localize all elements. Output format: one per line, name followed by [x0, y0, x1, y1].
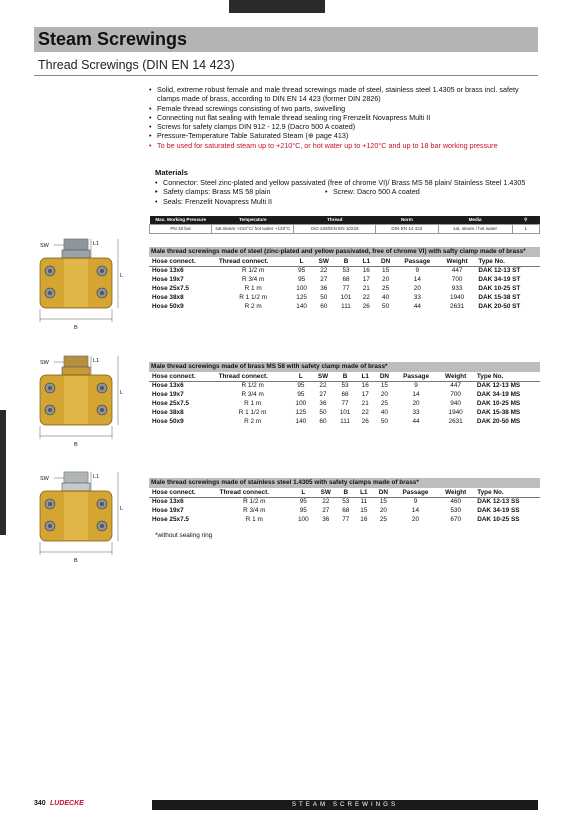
- table-cell: 22: [322, 498, 330, 506]
- column-header: Hose connect.: [149, 488, 217, 497]
- l1-label: L1: [93, 358, 100, 364]
- table-cell: R 1 1/2 m: [238, 409, 267, 416]
- table-cell: 22: [362, 294, 370, 301]
- table-cell: 77: [341, 400, 349, 407]
- b-label: B: [74, 558, 78, 564]
- page-number: 340: [34, 800, 46, 807]
- table-caption: Male thread screwings made of brass MS 58 with safety clamp made of brass*: [149, 362, 540, 372]
- table-row: [149, 417, 540, 426]
- table-cell: 940: [450, 400, 461, 407]
- column-header: Hose connect.: [149, 372, 216, 381]
- table-cell: 50: [320, 294, 328, 301]
- column-header: Passage: [394, 488, 437, 497]
- intro-item: • Pressure-Temperature Table Saturated Steam (⊕ page 413): [149, 131, 541, 140]
- screw-socket-shape: [100, 269, 104, 273]
- table-cell: Hose 13x6: [152, 382, 184, 390]
- hex-nut-shape: [62, 250, 90, 258]
- column-header: DN: [373, 488, 394, 497]
- table-cell: 447: [450, 382, 461, 390]
- screw-socket-shape: [100, 502, 104, 506]
- table-cell: 100: [297, 516, 309, 523]
- screw-socket-shape: [48, 269, 52, 273]
- hex-nut-shape: [62, 483, 90, 491]
- table-cell: 60: [319, 418, 327, 425]
- table-cell: 2631: [450, 303, 465, 310]
- screw-socket-shape: [48, 408, 52, 412]
- spec-header: Norm: [376, 216, 438, 224]
- table-caption: Male thread screwings made of steel (zinc-plated and yellow passivated, free of chrome VI) with safty clamp made of brass*: [149, 247, 540, 257]
- intro-item: • Female thread screwings consisting of two parts, swivelling: [149, 104, 541, 113]
- table-cell: 20: [413, 285, 421, 292]
- column-header: Thread connect.: [216, 372, 290, 381]
- table-cell: 15: [382, 267, 390, 275]
- table-cell: 140: [296, 303, 307, 310]
- table-cell: Hose 13x6: [152, 267, 184, 275]
- table-cell: 77: [342, 516, 350, 523]
- table-cell: 100: [296, 285, 307, 292]
- column-header: DN: [374, 372, 394, 381]
- column-header: L: [292, 488, 315, 497]
- table-cell: DAK 34-19 ST: [478, 276, 521, 283]
- table-cell: Hose 50x9: [152, 418, 184, 425]
- table-cell: Hose 19x7: [152, 391, 184, 398]
- table-cell: 101: [340, 294, 352, 301]
- table-cell: 14: [411, 507, 420, 514]
- table-cell: 27: [322, 507, 330, 514]
- table-caption: Male thread screwings made of stainless steel 1.4305 with safety clamps made of brass*: [149, 478, 540, 488]
- steel-screwing-drawing: [34, 233, 130, 333]
- spec-cell: sat. steam / hot water: [438, 224, 512, 233]
- table-row: [149, 284, 540, 293]
- table-row: [149, 381, 540, 390]
- table-cell: 15: [380, 382, 388, 390]
- table-cell: DAK 10-25 MS: [476, 400, 521, 407]
- material-seals: • Seals: Frenzelit Novapress Multi II: [155, 197, 540, 206]
- material-row: [155, 187, 540, 196]
- table-cell: 9: [413, 498, 418, 506]
- table-cell: R 1 m: [244, 285, 262, 292]
- b-label: B: [74, 325, 78, 331]
- table-cell: 40: [382, 294, 390, 301]
- table-cell: 16: [360, 516, 368, 523]
- table-cell: Hose 19x7: [152, 276, 184, 283]
- table-cell: R 1 1/2 m: [239, 294, 267, 301]
- table-cell: DAK 12-13 SS: [477, 498, 520, 506]
- spec-header: Media: [438, 216, 512, 224]
- spec-cell: ISO 228/DIN EN 10226: [294, 224, 376, 233]
- table-cell: 14: [412, 391, 420, 398]
- table-cell: 95: [299, 498, 307, 506]
- table-cell: 125: [296, 294, 307, 301]
- hex-nut-shape: [62, 367, 90, 375]
- table-cell: 15: [360, 507, 368, 514]
- product-table-stainless: [149, 478, 540, 524]
- table-cell: 33: [412, 409, 420, 416]
- footer-section-bar: STEAM SCREWINGS: [152, 800, 538, 810]
- table-cell: DAK 20-50 ST: [478, 303, 521, 310]
- table-cell: 700: [451, 276, 463, 283]
- product-table-brass: [149, 362, 540, 426]
- subtitle-rule: [34, 75, 538, 76]
- screw-socket-shape: [100, 408, 104, 412]
- spec-header: ⚲: [512, 216, 539, 224]
- column-header: Type No.: [475, 257, 540, 266]
- table-cell: 95: [298, 276, 306, 283]
- column-header: Hose connect.: [149, 257, 216, 266]
- table-cell: 11: [360, 498, 368, 506]
- intro-item: • Solid, extreme robust female and male thread screwings made of steel, stainless steel 1.4305 or brass incl. safety clamps made of brass, according to DIN EN 14 423 (former DIN 2826): [149, 85, 541, 104]
- table-cell: 68: [342, 507, 350, 514]
- table-cell: R 2 m: [244, 418, 262, 425]
- screw-socket-shape: [100, 386, 104, 390]
- table-cell: R 2 m: [244, 303, 262, 310]
- materials-title: Materials: [155, 168, 188, 177]
- intro-item: • To be used for saturated steam up to +210°C, or hot water up to +120°C and up to 18 bar working pressure: [149, 141, 541, 150]
- table-cell: 22: [361, 409, 369, 416]
- top-tab: [229, 0, 325, 13]
- spec-cell: DIN EN 14 423: [376, 224, 438, 233]
- table-cell: DAK 15-38 ST: [478, 294, 521, 301]
- table-cell: 21: [362, 285, 370, 292]
- table-cell: 20: [379, 507, 387, 514]
- spec-table: [149, 216, 540, 234]
- intro-item: • Screws for safety clamps DIN 912 - 12.9 (Dacro 500 A coated): [149, 122, 541, 131]
- column-header: SW: [313, 257, 335, 266]
- screw-socket-shape: [48, 291, 52, 295]
- table-cell: R 1/2 m: [243, 498, 266, 506]
- table-cell: 36: [320, 285, 328, 292]
- table-cell: R 3/4 m: [241, 276, 265, 283]
- intro-list: [149, 85, 541, 150]
- column-header: Weight: [437, 372, 473, 381]
- table-cell: Hose 13x6: [152, 498, 184, 506]
- table-cell: 95: [297, 391, 305, 398]
- table-cell: R 1 m: [245, 516, 263, 523]
- table-cell: R 1 m: [244, 400, 262, 407]
- table-cell: 9: [414, 382, 418, 390]
- screw-socket-shape: [100, 291, 104, 295]
- table-cell: DAK 10-25 SS: [477, 516, 520, 523]
- table-cell: 33: [413, 294, 421, 301]
- table-cell: 100: [295, 400, 307, 407]
- table-cell: 1940: [450, 294, 465, 301]
- table-cell: Hose 38x8: [152, 409, 184, 416]
- column-header: B: [335, 257, 357, 266]
- table-cell: DAK 15-38 MS: [476, 409, 521, 416]
- table-cell: 36: [319, 400, 327, 407]
- l-label: L: [120, 506, 124, 512]
- spec-cell: sat.steam +210°C/ hot water +120°C: [212, 224, 294, 233]
- b-label: B: [74, 442, 78, 448]
- screw-socket-shape: [48, 524, 52, 528]
- l-label: L: [120, 390, 124, 396]
- materials-list: [155, 178, 540, 206]
- table-cell: 60: [320, 303, 328, 310]
- table-cell: 140: [295, 418, 307, 425]
- column-header: SW: [315, 488, 337, 497]
- table-cell: 125: [295, 409, 307, 416]
- table-row: [149, 302, 540, 311]
- table-cell: 15: [379, 498, 387, 506]
- table-cell: 447: [451, 267, 463, 275]
- table-cell: 16: [362, 267, 370, 275]
- column-header: Thread connect.: [216, 257, 291, 266]
- table-cell: 44: [413, 303, 421, 310]
- table-cell: 16: [361, 382, 369, 390]
- table-cell: 77: [342, 285, 350, 292]
- l1-label: L1: [93, 241, 100, 247]
- table-cell: DAK 20-50 MS: [476, 418, 521, 425]
- table-cell: 95: [299, 507, 307, 514]
- table-cell: DAK 12-13 MS: [476, 382, 521, 390]
- column-header: B: [337, 488, 355, 497]
- table-row: [149, 275, 540, 284]
- table-cell: 95: [297, 382, 305, 390]
- column-header: L: [290, 257, 312, 266]
- sw-label: SW: [40, 360, 49, 366]
- column-header: L: [290, 372, 312, 381]
- spec-cell: PN 18 bar: [150, 224, 212, 233]
- table-cell: DAK 12-13 ST: [478, 267, 521, 275]
- brand-logo: LUDECKE: [50, 800, 84, 807]
- table-cell: 20: [412, 400, 420, 407]
- table-cell: Hose 19x7: [152, 507, 184, 514]
- screw-socket-shape: [100, 524, 104, 528]
- table-cell: Hose 38x8: [152, 294, 184, 301]
- table-cell: 22: [319, 382, 327, 390]
- table-cell: 700: [450, 391, 461, 398]
- table-cell: 1940: [448, 409, 463, 416]
- table-row: [149, 506, 540, 515]
- table-cell: 68: [341, 391, 349, 398]
- screw-socket-shape: [48, 502, 52, 506]
- column-header: L1: [357, 257, 375, 266]
- table-cell: 111: [341, 303, 351, 310]
- table-row: [149, 390, 540, 399]
- material-screw: • Screw: Dacro 500 A coated: [325, 187, 420, 197]
- table-cell: DAK 34-19 MS: [476, 391, 521, 398]
- table-cell: 25: [380, 400, 388, 407]
- column-header: L1: [355, 488, 373, 497]
- table-row: [149, 399, 540, 408]
- l-label: L: [120, 273, 124, 279]
- table-cell: 20: [411, 516, 420, 523]
- table-cell: 20: [380, 391, 388, 398]
- screw-socket-shape: [48, 386, 52, 390]
- table-cell: 670: [450, 516, 462, 523]
- column-header: Weight: [437, 488, 474, 497]
- table-cell: 25: [382, 285, 390, 292]
- table-cell: 53: [342, 498, 350, 506]
- table-cell: 50: [380, 418, 388, 425]
- table-cell: 27: [319, 391, 327, 398]
- table-cell: Hose 50x9: [152, 303, 184, 310]
- table-cell: 26: [362, 303, 370, 310]
- table-cell: DAK 34-19 SS: [477, 507, 520, 514]
- body-highlight-shape: [64, 376, 88, 424]
- body-highlight-shape: [64, 492, 88, 540]
- footnote: *without sealing ring: [155, 532, 213, 539]
- table-cell: 53: [342, 267, 350, 275]
- sw-label: SW: [40, 243, 49, 249]
- table-row: [149, 515, 540, 524]
- table-row: [149, 408, 540, 417]
- table-cell: 101: [339, 409, 351, 416]
- table-cell: 53: [341, 382, 349, 390]
- spec-header: Max. Working Pressure: [150, 216, 212, 224]
- spec-header: Temperature: [212, 216, 294, 224]
- table-cell: Hose 25x7.5: [152, 516, 189, 523]
- product-table-steel: [149, 247, 540, 311]
- table-cell: 111: [340, 418, 350, 425]
- table-cell: R 3/4 m: [241, 391, 264, 398]
- table-row: [149, 497, 540, 506]
- table-cell: 50: [382, 303, 390, 310]
- stainless-screwing-drawing: [34, 466, 130, 566]
- column-header: Passage: [396, 257, 439, 266]
- table-cell: 68: [342, 276, 350, 283]
- table-cell: R 1/2 m: [241, 382, 264, 390]
- table-cell: 17: [361, 391, 369, 398]
- column-header: Type No.: [474, 372, 540, 381]
- column-header: SW: [312, 372, 334, 381]
- material-connector: • Connector: Steel zinc-plated and yellow passivated (free of chrome VI)/ Brass MS 58 plain/ Stainless Steel 1.4305: [155, 178, 540, 187]
- table-cell: 22: [320, 267, 328, 275]
- table-cell: 9: [415, 267, 420, 275]
- table-row: [149, 266, 540, 275]
- l1-label: L1: [93, 474, 100, 480]
- brass-screwing-drawing: [34, 350, 130, 450]
- table-cell: 530: [450, 507, 462, 514]
- table-cell: 17: [362, 276, 370, 283]
- intro-item: • Connecting nut flat sealing with female thread sealing ring Frenzelit Novapress Multi II: [149, 113, 541, 122]
- material-clamps: • • Safety clamps: Brass MS 58 plain: [155, 187, 271, 197]
- table-cell: 2631: [448, 418, 463, 425]
- column-header: L1: [356, 372, 374, 381]
- table-cell: 14: [413, 276, 421, 283]
- column-header: DN: [375, 257, 396, 266]
- table-cell: Hose 25x7.5: [152, 400, 189, 407]
- page-title: Steam Screwings: [38, 29, 188, 49]
- table-cell: 21: [361, 400, 369, 407]
- spec-cell: 1: [512, 224, 539, 233]
- table-cell: 40: [380, 409, 388, 416]
- table-cell: 933: [451, 285, 463, 292]
- table-cell: 36: [322, 516, 330, 523]
- table-cell: 27: [320, 276, 328, 283]
- table-cell: 44: [412, 418, 420, 425]
- column-header: Thread connect.: [217, 488, 292, 497]
- table-cell: R 1/2 m: [241, 267, 265, 275]
- page-subtitle: Thread Screwings (DIN EN 14 423): [38, 58, 235, 72]
- column-header: Passage: [395, 372, 438, 381]
- body-highlight-shape: [64, 259, 88, 307]
- spec-header: Thread: [294, 216, 376, 224]
- table-row: [149, 293, 540, 302]
- column-header: Type No.: [474, 488, 540, 497]
- table-cell: 95: [298, 267, 306, 275]
- column-header: Weight: [439, 257, 476, 266]
- table-cell: 20: [382, 276, 390, 283]
- table-cell: Hose 25x7.5: [152, 285, 189, 292]
- column-header: B: [334, 372, 356, 381]
- table-cell: 25: [379, 516, 387, 523]
- sw-label: SW: [40, 476, 49, 482]
- table-cell: 460: [450, 498, 462, 506]
- table-cell: 26: [361, 418, 369, 425]
- side-tab: [0, 410, 6, 535]
- table-cell: 50: [319, 409, 327, 416]
- table-cell: R 3/4 m: [243, 507, 266, 514]
- table-cell: DAK 10-25 ST: [478, 285, 521, 292]
